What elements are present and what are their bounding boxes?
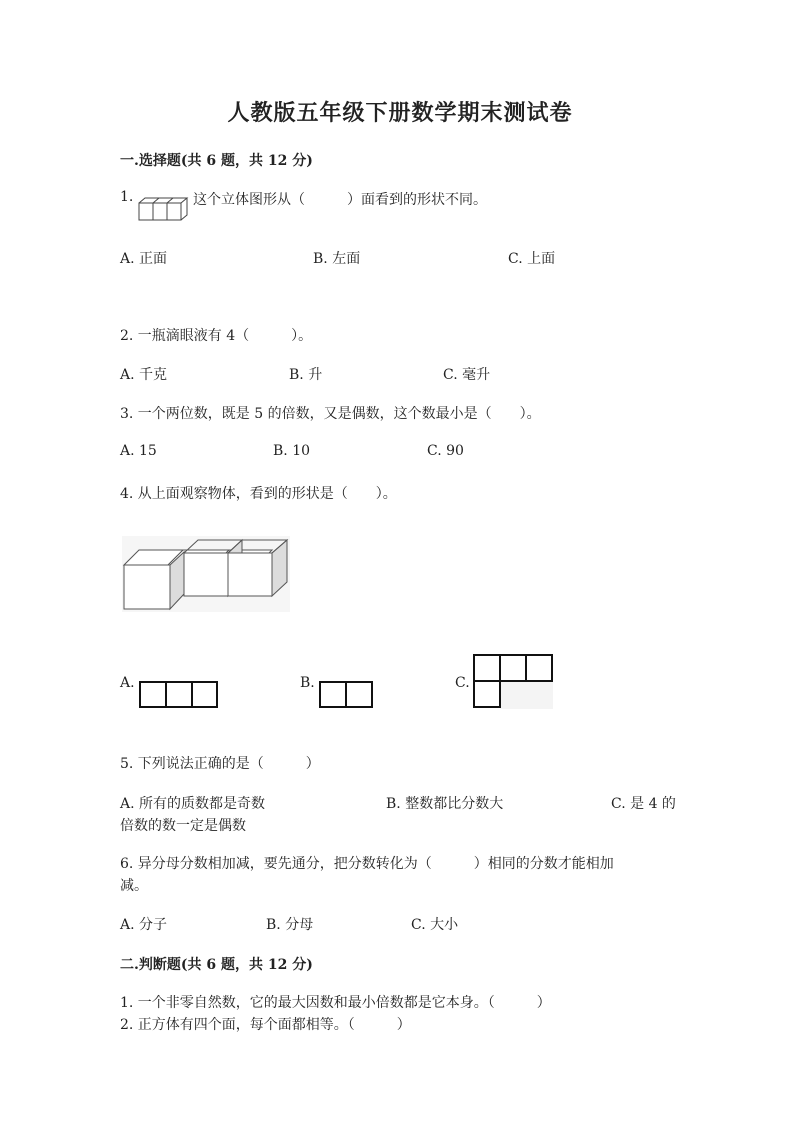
q1-option-b: B. 左面: [313, 251, 361, 267]
q2-option-c: C. 毫升: [443, 367, 491, 383]
q3-option-b: B. 10: [273, 443, 311, 459]
q5-option-c: C. 是 4 的: [611, 796, 676, 812]
judgement-2-text: 2. 正方体有四个面，每个面都相等。（ ）: [120, 1017, 411, 1033]
judgement-1-text: 1. 一个非零自然数，它的最大因数和最小倍数都是它本身。（ ）: [120, 995, 551, 1011]
q5-option-a: A. 所有的质数都是奇数: [120, 796, 266, 812]
q6-option-a: A. 分子: [120, 917, 168, 933]
question-6-text: 6. 异分母分数相加减，要先通分，把分数转化为（ ）相同的分数才能相加: [120, 856, 614, 872]
question-4-text: 4. 从上面观察物体，看到的形状是（ ）。: [120, 486, 397, 502]
page-title: 人教版五年级下册数学期末测试卷: [227, 100, 573, 126]
q4-option-b-figure: [319, 681, 374, 709]
question-2-text: 2. 一瓶滴眼液有 4（ ）。: [120, 328, 313, 344]
q3-option-c: C. 90: [427, 443, 464, 459]
q4-option-c-figure: [473, 654, 555, 710]
q6-option-b: B. 分母: [266, 917, 314, 933]
question-3-text: 3. 一个两位数，既是 5 的倍数，又是偶数，这个数最小是（ ）。: [120, 406, 541, 422]
q1-solid-figure: [138, 197, 190, 223]
q1-option-a: A. 正面: [120, 251, 168, 267]
q4-option-a-figure: [139, 681, 219, 709]
q5-option-b: B. 整数都比分数大: [386, 796, 504, 812]
q2-option-a: A. 千克: [120, 367, 168, 383]
q5-option-c-continuation: 倍数的数一定是偶数: [120, 818, 246, 834]
question-5-text: 5. 下列说法正确的是（ ）: [120, 756, 320, 772]
section-heading-judgement: 二.判断题(共 6 题，共 12 分): [120, 957, 313, 973]
question-6-continuation: 减。: [120, 878, 148, 894]
q1-option-c: C. 上面: [508, 251, 556, 267]
question-1-number: 1.: [120, 189, 134, 205]
q4-option-a: A.: [120, 675, 135, 691]
q3-option-a: A. 15: [120, 443, 157, 459]
q4-option-b: B.: [300, 675, 315, 691]
section-heading-choice: 一.选择题(共 6 题，共 12 分): [120, 153, 313, 169]
q4-option-c: C.: [455, 675, 470, 691]
q2-option-b: B. 升: [289, 367, 323, 383]
question-1-text: 这个立体图形从（ ）面看到的形状不同。: [193, 192, 487, 208]
q4-solid-figure: [122, 536, 290, 612]
q6-option-c: C. 大小: [411, 917, 459, 933]
